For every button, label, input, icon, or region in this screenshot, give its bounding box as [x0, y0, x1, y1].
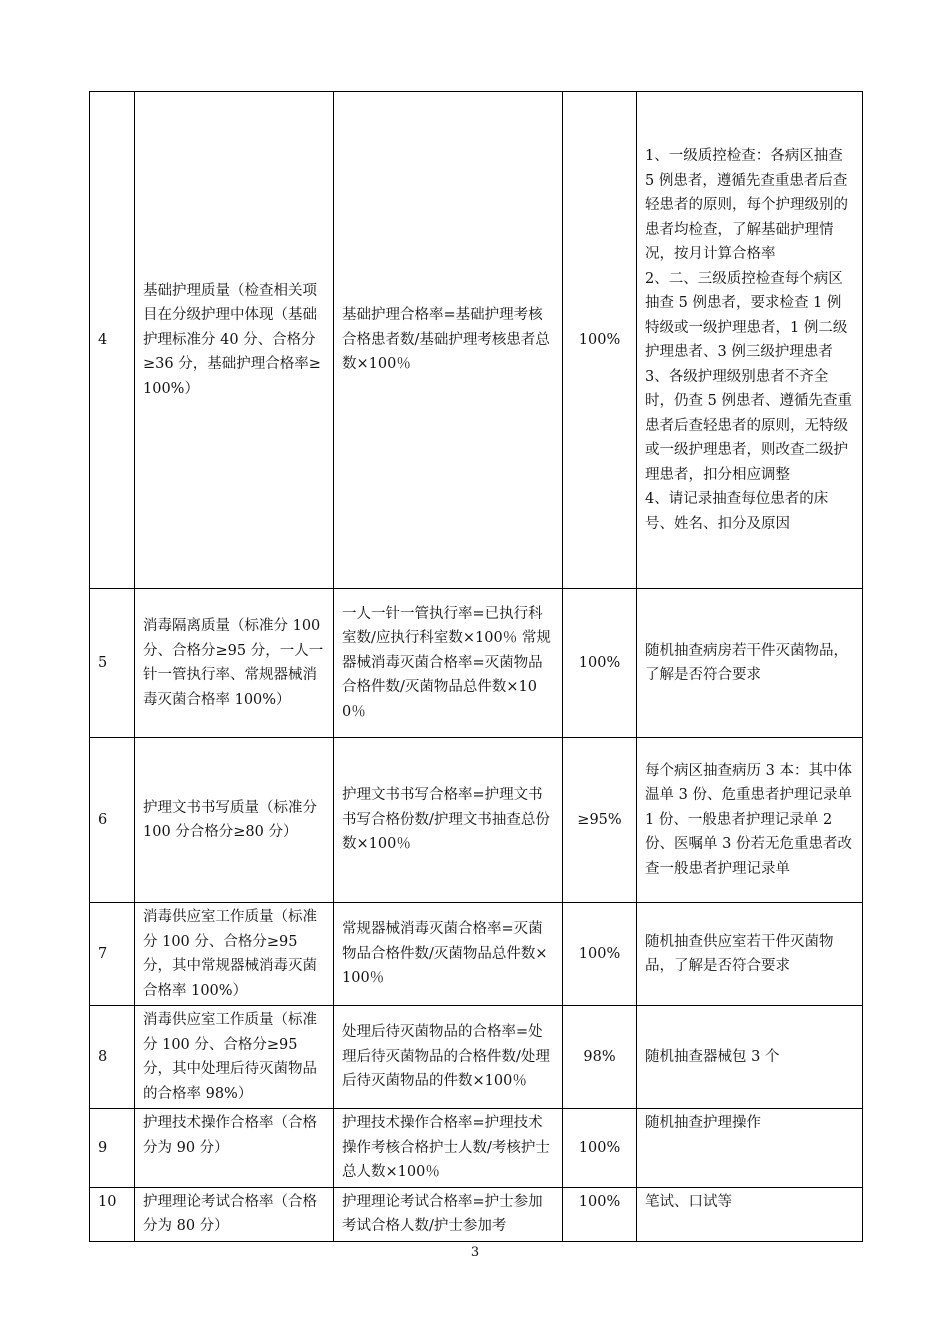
row-number: 6 [90, 738, 135, 903]
inspection-method: 随机抽查护理操作 [637, 1109, 863, 1188]
table-row [90, 1187, 863, 1241]
row-number: 5 [90, 589, 135, 738]
inspection-method: 随机抽查器械包 3 个 [637, 1006, 863, 1109]
page-number: 3 [470, 1245, 480, 1260]
indicator-item: 护理技术操作合格率（合格分为 90 分） [135, 1109, 334, 1188]
target-standard: 100% [563, 589, 637, 738]
table-row [90, 903, 863, 1006]
target-standard: 100% [563, 92, 637, 589]
inspection-method [637, 92, 863, 589]
table-row [90, 92, 863, 589]
table-row [90, 738, 863, 903]
target-standard: 98% [563, 1006, 637, 1109]
indicator-item: 护理文书书写质量（标准分 100 分合格分≥80 分） [135, 738, 334, 903]
inspection-method: 随机抽查供应室若干件灭菌物品，了解是否符合要求 [637, 903, 863, 1006]
indicator-formula: 护理技术操作合格率=护理技术操作考核合格护士人数/考核护士总人数×100％ [334, 1109, 563, 1188]
indicator-formula: 处理后待灭菌物品的合格率=处理后待灭菌物品的合格件数/处理后待灭菌物品的件数×100％ [334, 1006, 563, 1109]
method-line: 1、一级质控检查：各病区抽查 5 例患者，遵循先查重患者后查轻患者的原则，每个护理级别的患者均检查，了解基础护理情况，按月计算合格率 [645, 148, 848, 262]
indicator-formula: 基础护理合格率=基础护理考核合格患者数/基础护理考核患者总数×100％ [334, 92, 563, 589]
indicator-item: 消毒供应室工作质量（标准分 100 分、合格分≥95 分，其中常规器械消毒灭菌合格率 100%） [135, 903, 334, 1006]
method-line: 4、请记录抽查每位患者的床号、姓名、扣分及原因 [645, 491, 829, 532]
indicator-item: 护理理论考试合格率（合格分为 80 分） [135, 1187, 334, 1241]
row-number: 9 [90, 1109, 135, 1188]
inspection-method: 每个病区抽查病历 3 本：其中体温单 3 份、危重患者护理记录单 1 份、一般患者护理记录单 2 份、医嘱单 3 份若无危重患者改查一般患者护理记录单 [637, 738, 863, 903]
inspection-method: 随机抽查病房若干件灭菌物品，了解是否符合要求 [637, 589, 863, 738]
indicator-formula: 一人一针一管执行率=已执行科室数/应执行科室数×100％ 常规器械消毒灭菌合格率=灭菌物品合格件数/灭菌物品总件数×100％ [334, 589, 563, 738]
target-standard: 100% [563, 1187, 637, 1241]
inspection-method: 笔试、口试等 [637, 1187, 863, 1241]
indicator-formula: 护理理论考试合格率=护士参加考试合格人数/护士参加考 [334, 1187, 563, 1241]
indicator-item: 消毒隔离质量（标准分 100 分、合格分≥95 分，一人一针一管执行率、常规器械消毒灭菌合格率 100%） [135, 589, 334, 738]
indicator-item: 消毒供应室工作质量（标准分 100 分、合格分≥95 分，其中处理后待灭菌物品的合格率 98%） [135, 1006, 334, 1109]
row-number: 10 [90, 1187, 135, 1241]
indicator-formula: 护理文书书写合格率=护理文书书写合格份数/护理文书抽查总份数×100％ [334, 738, 563, 903]
target-standard: 100% [563, 903, 637, 1006]
target-standard: ≥95% [563, 738, 637, 903]
method-line: 2、二、三级质控检查每个病区抽查 5 例患者，要求检查 1 例特级或一级护理患者，1 例二级护理患者、3 例三级护理患者 [645, 270, 848, 360]
method-line: 3、各级护理级别患者不齐全时，仍查 5 例患者、遵循先查重患者后查轻患者的原则，无特级或一级护理患者，则改查二级护理患者，扣分相应调整 [645, 368, 852, 483]
target-standard: 100% [563, 1109, 637, 1188]
indicator-item: 基础护理质量（检查相关项目在分级护理中体现（基础护理标准分 40 分、合格分≥36 分，基础护理合格率≥100%） [135, 92, 334, 589]
row-number: 4 [90, 92, 135, 589]
row-number: 7 [90, 903, 135, 1006]
table-row [90, 1006, 863, 1109]
quality-indicator-table [89, 91, 863, 1242]
row-number: 8 [90, 1006, 135, 1109]
table-row [90, 589, 863, 738]
indicator-formula: 常规器械消毒灭菌合格率=灭菌物品合格件数/灭菌物品总件数×100％ [334, 903, 563, 1006]
table-row [90, 1109, 863, 1188]
